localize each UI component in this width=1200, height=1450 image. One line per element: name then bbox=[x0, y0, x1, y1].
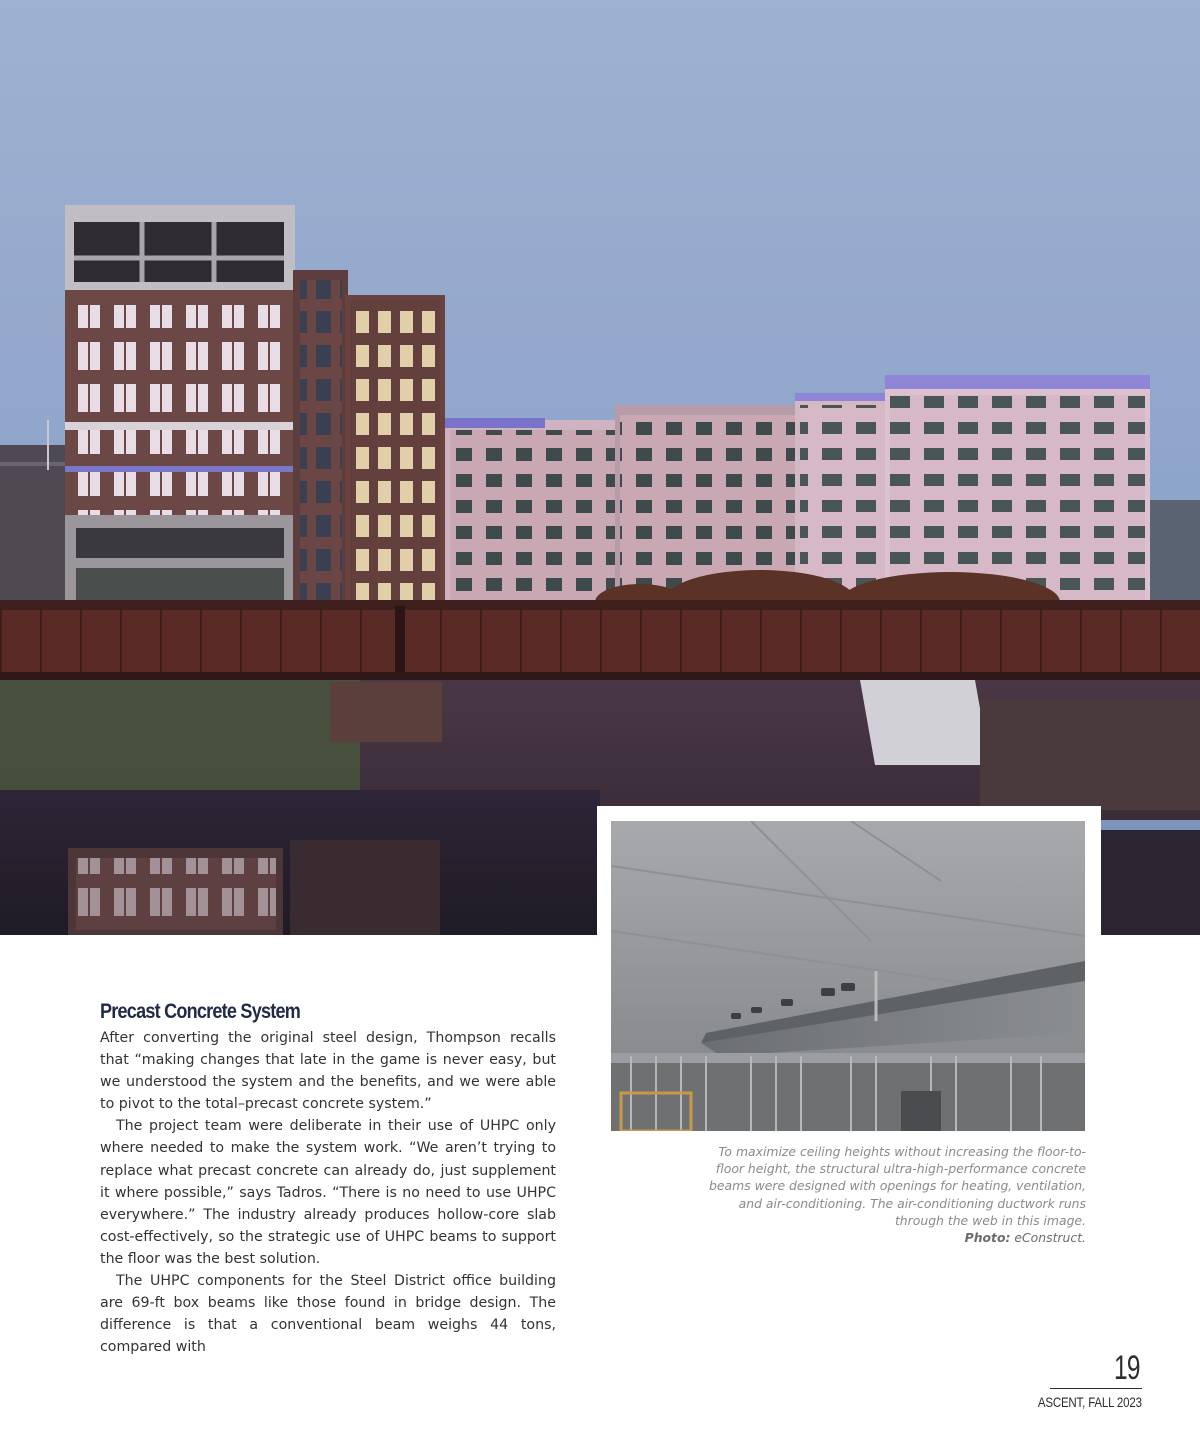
photo-credit-label: Photo: bbox=[964, 1230, 1011, 1246]
inset-photo-frame bbox=[597, 806, 1101, 1136]
article-body bbox=[100, 998, 556, 1358]
paragraph-1: After converting the original steel design, Thompson recalls that “making changes that late in the game is never easy, but we understood the system and the benefits, and we were able to pivot to the total–precast concrete system.” bbox=[100, 1030, 556, 1113]
folio-rule bbox=[1050, 1388, 1142, 1389]
section-heading: Precast Concrete System bbox=[100, 1000, 301, 1023]
page-number: 19 bbox=[1114, 1349, 1140, 1387]
publication-folio: ASCENT, FALL 2023 bbox=[1038, 1394, 1142, 1410]
caption-text: To maximize ceiling heights without increasing the floor-to-floor height, the structural ultra-high-performance concrete beams were designed with openings for heating, ventilation, and air-conditioning. The air-conditioning ductwork runs through the web in this image. bbox=[709, 1144, 1086, 1228]
paragraph-3: The UHPC components for the Steel District office building are 69-ft box beams like those found in bridge design. The difference is that a conventional beam weighs 44 tons, compared with bbox=[100, 1273, 556, 1356]
inset-photo-illustration bbox=[611, 821, 1085, 1131]
photo-caption bbox=[700, 1143, 1086, 1246]
photo-credit-name: eConstruct. bbox=[1014, 1230, 1086, 1246]
inset-photo bbox=[611, 821, 1085, 1131]
paragraph-2: The project team were deliberate in their use of UHPC only where needed to make the system work. “We aren’t trying to replace what precast concrete can already do, just supplement it where possible,” says Tadros. “There is no need to use UHPC everywhere.” The industry already produces hollow-core slab cost-effectively, so the strategic use of UHPC beams to support the floor was the best solution. bbox=[100, 1118, 556, 1267]
